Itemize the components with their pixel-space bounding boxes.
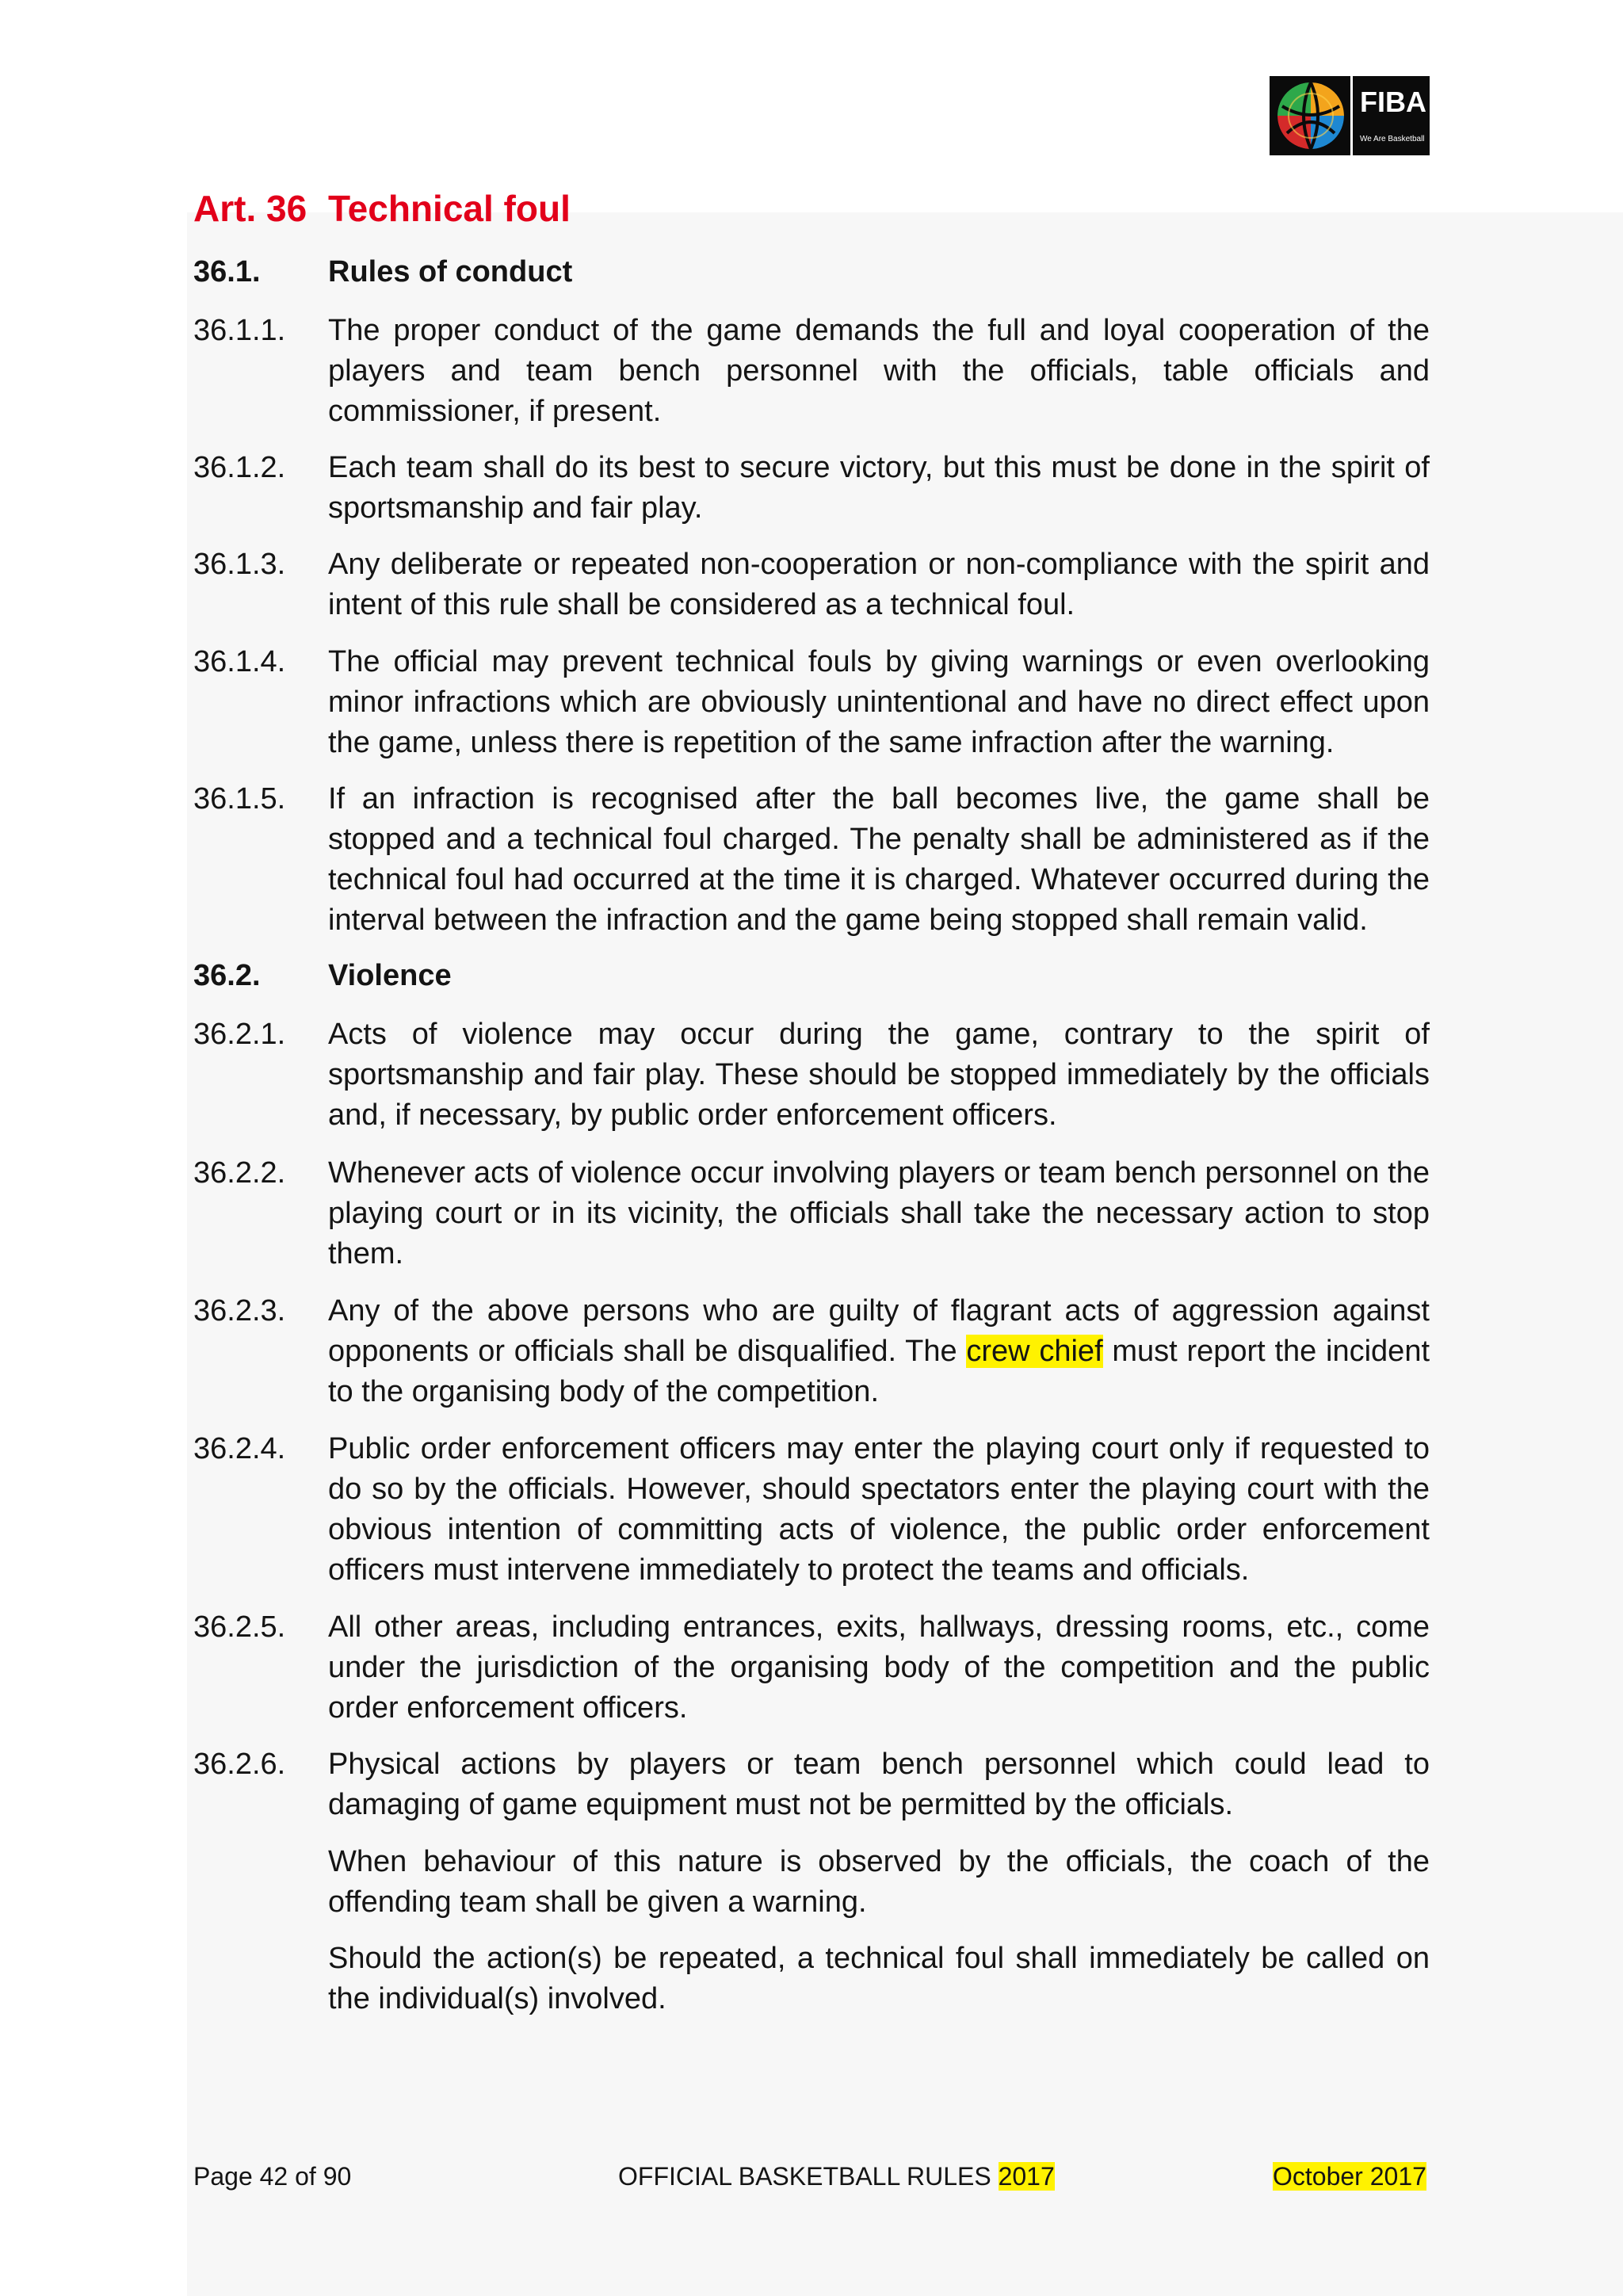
rule-item (193, 779, 1430, 941)
rule-text: The proper conduct of the game demands the full and loyal cooperation of the players and team bench personnel with the officials, table officials and commissioner, if present. (328, 314, 1430, 428)
rule-item (193, 1014, 1430, 1136)
rule-item (193, 1607, 1430, 1729)
rule-number: 36.1.2. (193, 451, 286, 484)
rule-text: All other areas, including entrances, exits, hallways, dressing rooms, etc., come under the jurisdiction of the organising body of the competition and the public order enforcement officers. (328, 1610, 1430, 1725)
basketball-globe-icon (1277, 82, 1344, 149)
article-title: Technical foul (328, 188, 571, 229)
rule-text-part: Any of the above persons who are guilty of flagrant acts of aggression against opponents or officials shall be disqualified. The (328, 1294, 1430, 1368)
footer-title-text: OFFICIAL BASKETBALL RULES (618, 2162, 999, 2191)
rule-number: 36.2.1. (193, 1018, 286, 1051)
rule-paragraph: When behaviour of this nature is observed by the officials, the coach of the offending team shall be given a warning. (328, 1845, 1430, 1919)
rule-item (193, 1153, 1430, 1274)
rule-number: 36.2.3. (193, 1294, 286, 1328)
footer-title-year: 2017 (998, 2162, 1055, 2191)
rule-number: 36.1.4. (193, 645, 286, 678)
fiba-logo (1270, 76, 1430, 155)
article-number: Art. 36 (193, 188, 307, 229)
rule-text: Physical actions by players or team bench personnel which could lead to damaging of game equipment must not be permitted by the officials. (328, 1748, 1430, 1821)
section-title: Violence (328, 959, 452, 992)
rule-item (193, 1744, 1430, 1825)
section-heading (193, 959, 452, 993)
rule-text: The official may prevent technical fouls by giving warnings or even overlooking minor infractions which are obviously unintentional and have no direct effect upon the game, unless there is repetition of the same infraction after the warning. (328, 645, 1430, 759)
rule-text: Public order enforcement officers may enter the playing court only if requested to do so by the officials. However, should spectators enter the playing court with the obvious intention of committing acts of violence, the public order enforcement officers must intervene immediately to protect the teams and officials. (328, 1432, 1430, 1587)
rule-number: 36.1.3. (193, 548, 286, 581)
logo-tagline: We Are Basketball (1360, 135, 1425, 143)
footer-date (1273, 2162, 1426, 2191)
rule-number: 36.1.5. (193, 782, 286, 816)
rule-text: Acts of violence may occur during the game, contrary to the spirit of sportsmanship and fair play. These should be stopped immediately by the officials and, if necessary, by public order enforcement officers. (328, 1018, 1430, 1132)
rule-text: If an infraction is recognised after the ball becomes live, the game shall be stopped and a technical foul charged. The penalty shall be administered as if the technical foul had occurred at the time it is charged. Whatever occurred during the interval between the infraction and the game being stopped shall remain valid. (328, 782, 1430, 937)
rule-item (193, 1429, 1430, 1591)
logo-wordmark: FIBA (1360, 86, 1426, 118)
section-heading (193, 255, 573, 289)
highlighted-term: crew chief (966, 1335, 1103, 1368)
rule-number: 36.2.6. (193, 1748, 286, 1781)
rule-number: 36.2.2. (193, 1156, 286, 1190)
rule-item (193, 448, 1430, 529)
footer-page-number: Page 42 of 90 (193, 2162, 352, 2191)
article-heading (193, 187, 571, 230)
rule-text (328, 1291, 1430, 1412)
section-number: 36.2. (193, 959, 261, 992)
rule-number: 36.1.1. (193, 314, 286, 347)
footer-date-text: October 2017 (1273, 2162, 1426, 2191)
rule-paragraph: Should the action(s) be repeated, a technical foul shall immediately be called on the individual(s) involved. (328, 1942, 1430, 2015)
rule-text-part: must report the incident to the organising body of the competition. (328, 1335, 1430, 1408)
section-number: 36.1. (193, 255, 261, 288)
rule-number: 36.2.5. (193, 1610, 286, 1644)
rule-item (193, 311, 1430, 432)
rule-text: Whenever acts of violence occur involving players or team bench personnel on the playing court or in its vicinity, the officials shall take the necessary action to stop them. (328, 1156, 1430, 1270)
rule-number: 36.2.4. (193, 1432, 286, 1465)
rule-text: Any deliberate or repeated non-cooperation or non-compliance with the spirit and intent of this rule shall be considered as a technical foul. (328, 548, 1430, 621)
rule-item (193, 1291, 1430, 1412)
footer-document-title (618, 2162, 1055, 2191)
rule-item (193, 544, 1430, 625)
logo-divider (1350, 76, 1353, 155)
rule-text: Each team shall do its best to secure victory, but this must be done in the spirit of sportsmanship and fair play. (328, 451, 1430, 525)
section-title: Rules of conduct (328, 255, 573, 288)
rule-item (193, 642, 1430, 763)
